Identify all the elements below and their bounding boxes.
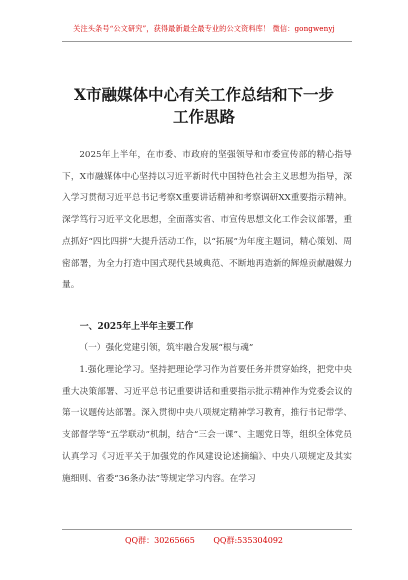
section-heading-1: 一、2025年上半年主要工作 — [79, 322, 194, 332]
document-title — [50, 84, 358, 128]
title-line-2: 工作思路 — [172, 107, 235, 126]
footer-divider — [62, 529, 352, 530]
footer-qq-group-2: QQ群:535304092 — [213, 536, 283, 545]
header-divider — [62, 41, 352, 42]
footer-qq-group-1: QQ群：30265665 — [124, 536, 195, 545]
intro-paragraph: 2025年上半年，在市委、市政府的坚强领导和市委宣传部的精心指导下，X市融媒体中心坚持以习近平新时代中国特色社会主义思想为指导，深入学习贯彻习近平总书记考察X重要讲话精神和考察调研XX重要指示精神。深学笃行习近平文化思想，全面落实省、市宣传思想文化工作会议部署，重点抓好“四比四拼”大提升活动工作，以“拓展”为年度主题词，精心策划、周密部署，为全力打造中国式现代县域典范、不断地再造新的辉煌贡献融媒力量。 — [62, 150, 352, 291]
subsection-heading-1: （一）强化党建引领，筑牢融合发展“根与魂” — [79, 343, 254, 353]
header-note: 关注头条号“公文研究”，获得最新最全最专业的公文资料库！ 微信：gongwenyj — [73, 24, 335, 33]
footer — [0, 535, 408, 546]
title-line-1: X市融媒体中心有关工作总结和下一步 — [73, 85, 335, 104]
body-paragraph-2: 1.强化理论学习。坚持把理论学习作为首要任务并贯穿始终，把党中央重大决策部署、习近平总书记重要讲话和重要指示批示精神作为党委会议的第一议题传达部署。深入贯彻中央八项规定精神学习教育，推行书记带学、支部督学等“五学联动”机制，结合“三会一课”、主题党日等，组织全体党员认真学习《习近平关于加强党的作风建设论述摘编》、中央八项规定及其实施细则、省委“36条办法”等规定学习内容。在学习 — [62, 365, 352, 484]
